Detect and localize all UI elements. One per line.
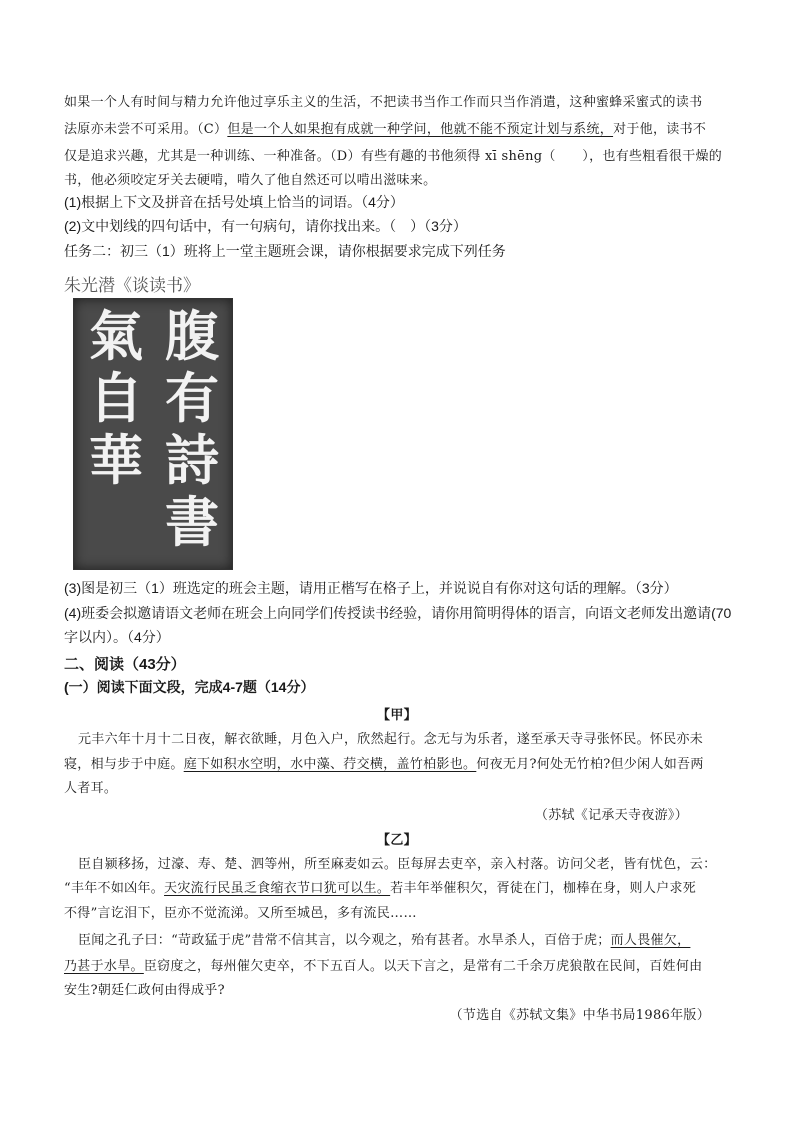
section-2-subtitle: (一）阅读下面文段，完成4-7题（14分）	[64, 679, 315, 695]
yi-line-3: 不得”言讫泪下，臣亦不觉流涕。又所至城邑，多有流民……	[64, 906, 417, 921]
yi-line-4	[78, 929, 690, 948]
yi-line-2-end: 若丰年举催积欠，胥徒在门，枷棒在身，则人户求死	[390, 881, 697, 896]
yi-source: （节选自《苏轼文集》中华书局1986年版）	[449, 1008, 710, 1023]
question-3: (3)图是初三（1）班选定的班会主题，请用正楷写在格子上，并说说自有你对这句话的理解。（3分）	[64, 580, 678, 596]
calligraphy-char: 華	[89, 428, 143, 492]
calligraphy-caption: 朱光潜《谈读书》	[64, 276, 200, 296]
passage-line-2-end: 对于他，读书不	[613, 122, 707, 137]
calligraphy-char: 自	[89, 366, 143, 430]
jia-line-2	[64, 753, 704, 772]
passage-line-2-start: 法原亦未尝不可采用。（C）	[64, 122, 228, 137]
jia-underlined-sentence: 庭下如积水空明，水中藻、荇交横，盖竹柏影也。	[183, 757, 477, 772]
passage-line-3: 仅是追求兴趣，尤其是一种训练、一种准备。（D）有些有趣的书他须得 xī shēng（ ），也有些粗看很干燥的	[64, 149, 723, 164]
yi-line-5	[64, 955, 702, 974]
yi-line-2-start: “丰年不如凶年。	[64, 881, 165, 896]
question-4-line-2: 字以内）。（4分）	[64, 629, 170, 645]
question-2: (2)文中划线的四句话中，有一句病句，请你找出来。（ ）（3分）	[64, 218, 467, 234]
jia-line-1: 元丰六年十月十二日夜，解衣欲睡，月色入户，欣然起行。念无与为乐者，遂至承天寺寻张怀民。怀民亦未	[78, 732, 704, 747]
yi-line-1: 臣自颍移扬，过濠、寿、楚、泗等州，所至麻麦如云。臣每屏去吏卒，亲入村落。访问父老，皆有忧色，云：	[78, 857, 717, 872]
yi-line-2	[64, 877, 696, 896]
yi-line-6: 安生?朝廷仁政何由得成乎?	[64, 983, 225, 998]
calligraphy-char: 書	[165, 490, 219, 554]
passage-line-4: 书，他必须咬定牙关去硬啃，啃久了他自然还可以啃出滋味来。	[64, 173, 437, 188]
calligraphy-left-column	[80, 305, 152, 491]
passage-line-1: 如果一个人有时间与精力允许他过享乐主义的生活，不把读书当作工作而只当作消遣，这种蜜蜂采蜜式的读书	[64, 95, 703, 110]
passage-line-2	[64, 118, 706, 137]
jia-label: 【甲】	[377, 708, 417, 723]
calligraphy-right-column	[156, 305, 228, 553]
section-2-title: 二、阅读（43分）	[64, 656, 186, 673]
underlined-sentence-c: 但是一个人如果抱有成就一种学问，他就不能不预定计划与系统，	[227, 122, 614, 137]
calligraphy-char: 詩	[165, 428, 219, 492]
question-4-line-1: (4)班委会拟邀请语文老师在班会上向同学们传授读书经验，请你用简明得体的语言，向语文老师发出邀请(70	[64, 605, 732, 621]
yi-line-5-end: 臣窃度之，每州催欠吏卒，不下五百人。以天下言之，是常有二千余万虎狼散在民间，百姓何由	[143, 959, 703, 974]
jia-line-2-start: 寝，相与步于中庭。	[64, 757, 184, 772]
jia-source: （苏轼《记承天寺夜游》）	[534, 808, 688, 823]
yi-line-4-start: 臣闻之孔子曰：“苛政猛于虎”昔常不信其言，以今观之，殆有甚者。水旱杀人，百倍于虎；	[78, 933, 611, 948]
task-2-heading: 任务二：初三（1）班将上一堂主题班会课，请你根据要求完成下列任务	[64, 243, 506, 259]
jia-line-3: 人者耳。	[64, 781, 118, 796]
calligraphy-char: 有	[165, 366, 219, 430]
calligraphy-char: 氣	[89, 304, 143, 368]
jia-line-2-end: 何夜无月?何处无竹柏?但少闲人如吾两	[476, 757, 704, 772]
yi-underlined-sentence-1: 天灾流行民虽乏食缩衣节口犹可以生。	[164, 881, 391, 896]
calligraphy-image	[73, 298, 233, 570]
yi-underlined-sentence-2a: 而人畏催欠，	[610, 933, 691, 948]
yi-label: 【乙】	[377, 833, 417, 848]
question-1: (1)根据上下文及拼音在括号处填上恰当的词语。（4分）	[64, 194, 404, 210]
yi-underlined-sentence-2b: 乃甚于水旱。	[64, 959, 144, 974]
calligraphy-char: 腹	[165, 304, 219, 368]
